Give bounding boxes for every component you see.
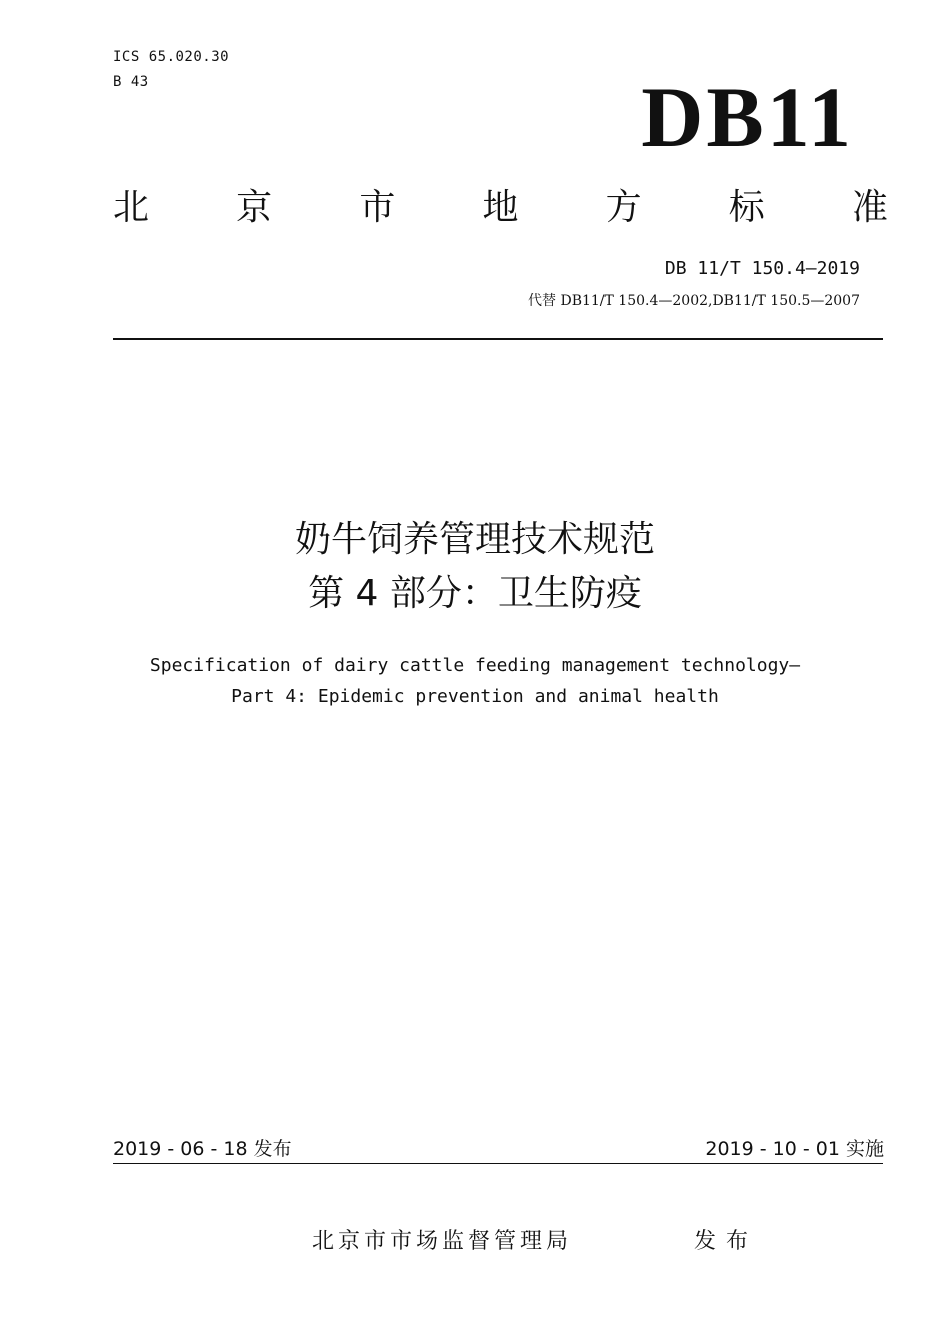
- standard-type-char: 准: [851, 187, 888, 228]
- standard-type-char: 方: [605, 187, 642, 228]
- header-divider: [113, 338, 883, 340]
- standard-type-char: 北: [113, 187, 150, 228]
- implementation-date: 2019 - 10 - 01 实施: [705, 1138, 884, 1160]
- ccs-code: B 43: [113, 74, 149, 90]
- title-english-part: Part 4: Epidemic prevention and animal health: [231, 686, 719, 707]
- title-chinese-part: 第 4 部分：卫生防疫: [308, 573, 642, 614]
- title-english-main: Specification of dairy cattle feeding management technology—: [149, 655, 801, 676]
- publish-label: 发布: [694, 1229, 759, 1254]
- standard-number: DB 11/T 150.4—2019: [664, 258, 860, 279]
- standard-type-char: 市: [359, 187, 396, 228]
- standard-type-char: 标: [728, 187, 765, 228]
- standard-type-char: 地: [482, 187, 519, 228]
- standard-type-heading: [113, 186, 888, 230]
- footer-divider: [113, 1163, 883, 1164]
- replaces-note: 代替 DB11/T 150.4—2002,DB11/T 150.5—2007: [528, 293, 860, 309]
- title-chinese-main: 奶牛饲养管理技术规范: [294, 519, 655, 560]
- ics-code: ICS 65.020.30: [113, 49, 230, 65]
- standard-type-char: 京: [236, 187, 273, 228]
- issue-date: 2019 - 06 - 18 发布: [113, 1138, 292, 1160]
- db11-logo-mark: DB11: [641, 69, 854, 165]
- publisher-name: 北京市市场监督管理局: [312, 1229, 573, 1254]
